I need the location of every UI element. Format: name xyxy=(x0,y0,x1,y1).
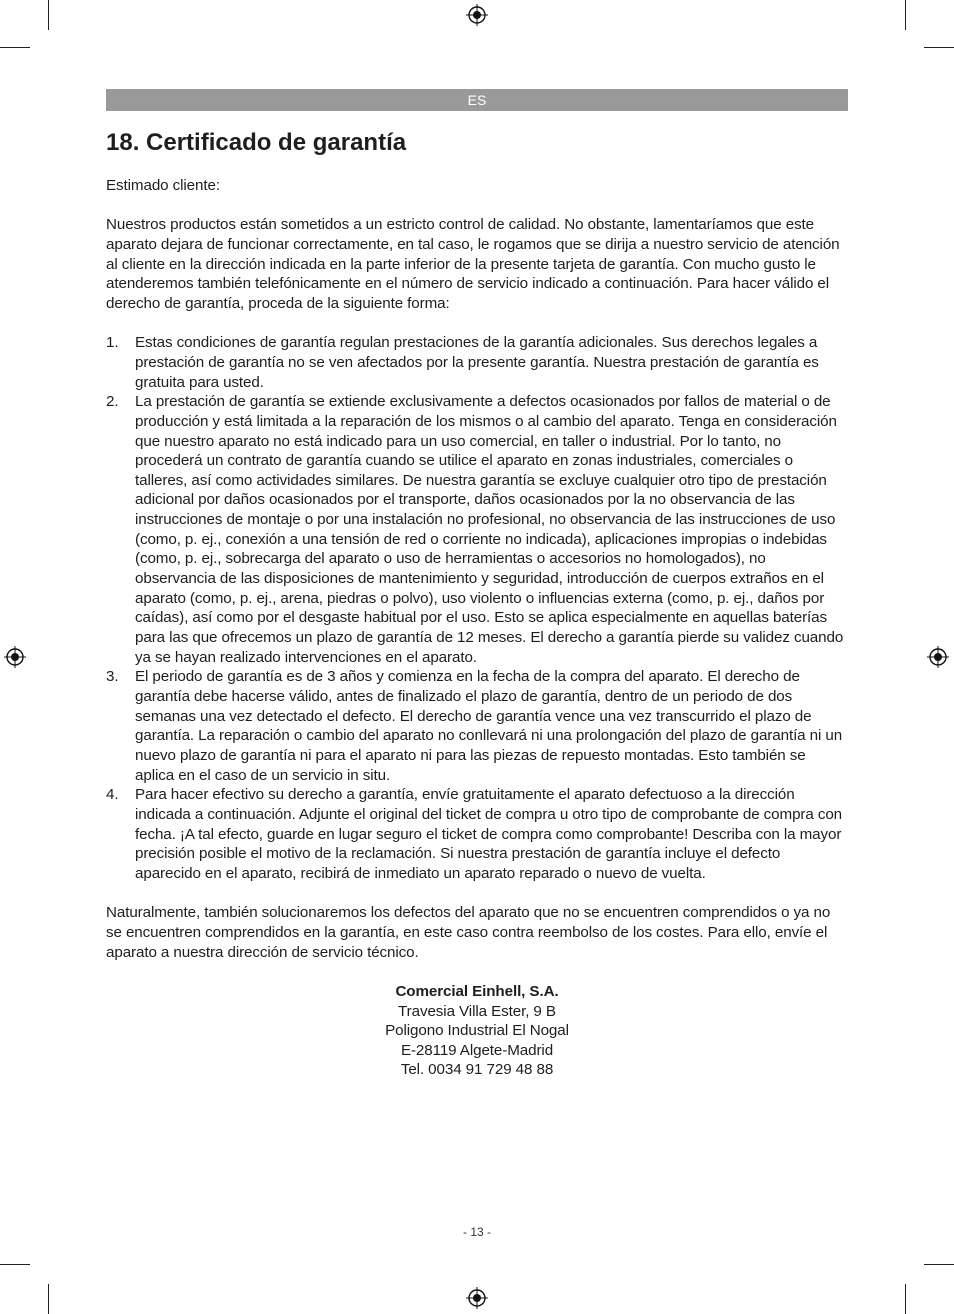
spacer xyxy=(106,196,848,216)
trim-mark xyxy=(48,0,49,30)
trim-mark xyxy=(905,0,906,30)
list-item xyxy=(106,333,848,392)
spacer xyxy=(106,884,848,904)
spacer xyxy=(106,314,848,334)
list-number: 2. xyxy=(106,393,119,411)
list-item-text: El periodo de garantía es de 3 años y comienza en la fecha de la compra del aparato. El derecho de garantía debe hacerse válido, antes de finalizado el plazo de garantía, dentro de un periodo de dos semanas una vez detectado el defecto. El derecho de garantía vence una vez transcurrido el plazo de garantía. La reparación o cambio del aparato no conllevará ni una prolongación del plazo de garantía ni un nuevo plazo de garantía ni para el aparato ni para las piezas de repuesto montadas. Esto también se aplica en el caso de un servicio in situ. xyxy=(135,668,843,784)
closing-paragraph: Naturalmente, también solucionaremos los defectos del aparato que no se encuentren comprendidos o ya no se encuentren comprendidos en la garantía, en este caso contra reembolso de los costes. Para ello, envíe el aparato a nuestra dirección de servicio técnico. xyxy=(106,904,831,961)
trim-mark xyxy=(924,1264,954,1265)
list-item xyxy=(106,667,848,785)
address-street: Travesia Villa Ester, 9 B xyxy=(398,1002,556,1020)
language-bar: ES xyxy=(106,89,848,111)
trim-mark xyxy=(0,1264,30,1265)
list-item-text: Estas condiciones de garantía regulan prestaciones de la garantía adicionales. Sus derechos legales a prestación de garantía no se ven afectados por la presente garantía. Nuestra prestación de garantía es gratuita para usted. xyxy=(135,334,819,391)
trim-mark xyxy=(0,47,30,48)
address-city: E-28119 Algete-Madrid xyxy=(400,1041,554,1059)
page-title: 18. Certificado de garantía xyxy=(106,129,407,156)
list-item xyxy=(106,785,848,883)
company-name: Comercial Einhell, S.A. xyxy=(395,982,559,1000)
document-body xyxy=(106,176,848,1080)
salutation: Estimado cliente: xyxy=(106,177,220,194)
trim-mark xyxy=(905,1284,906,1314)
address-phone: Tel. 0034 91 729 48 88 xyxy=(400,1061,554,1079)
list-item-text: La prestación de garantía se extiende exclusivamente a defectos ocasionados por fallos de material o de producción y está limitada a la reparación de los mismos o al cambio del aparato. Tenga en consideración que nuestro aparato no está indicado para un uso comercial, en taller o industrial. Por lo tanto, no procederá un contrato de garantía cuando se utilice el aparato en zonas industriales, comerciales o talleres, así como actividades similares. De nuestra garantía se excluye cualquier otro tipo de prestación adicional por daños ocasionados por el transporte, daños ocasionados por la no observancia de las instrucciones de montaje o por una instalación no profesional, no observancia de las instrucciones de uso (como, p. ej., conexión a una tensión de red o corriente no indicada), aplicaciones impropias o indebidas (como, p. ej., sobrecarga del aparato o uso de herramientas o accesorios no homologados), no observancia de las disposiciones de mantenimiento y seguridad, introducción de cuerpos extraños en el aparato (como, p. ej., arena, piedras o polvo), uso violento o influencias externa (como, p. ej., daños por caídas), así como por el desgaste habitual por el uso. Esto se aplica especialmente en aquellas baterías para las que ofrecemos un plazo de garantía de 12 meses. El derecho a garantía pierde su validez cuando ya se hayan realizado intervenciones en el aparato. xyxy=(135,393,844,666)
trim-mark xyxy=(924,47,954,48)
list-number: 1. xyxy=(106,334,119,352)
list-item xyxy=(106,392,848,667)
intro-paragraph: Nuestros productos están sometidos a un estricto control de calidad. No obstante, lamentaríamos que este aparato dejara de funcionar correctamente, en tal caso, le rogamos que se dirija a nuestro servicio de atención al cliente en la dirección indicada en la parte inferior de la presente tarjeta de garantía. Con mucho gusto le atenderemos también telefónicamente en el número de servicio indicado a continuación. Para hacer válido el derecho de garantía, proceda de la siguiente forma: xyxy=(106,216,840,312)
spacer xyxy=(106,962,848,982)
registration-mark-icon xyxy=(466,1287,488,1309)
list-number: 3. xyxy=(106,668,119,686)
registration-mark-icon xyxy=(927,646,949,668)
service-address xyxy=(106,982,848,1080)
registration-mark-icon xyxy=(466,4,488,26)
registration-mark-icon xyxy=(4,646,26,668)
trim-mark xyxy=(48,1284,49,1314)
page-number: - 13 - xyxy=(462,1225,491,1239)
list-item-text: Para hacer efectivo su derecho a garantía, envíe gratuitamente el aparato defectuoso a la dirección indicada a continuación. Adjunte el original del ticket de compra u otro tipo de comprobante de compra con fecha. ¡A tal efecto, guarde en lugar seguro el ticket de compra como comprobante! Describa con la mayor precisión posible el motivo de la reclamación. Si nuestra prestación de garantía incluye el defecto aparecido en el aparato, recibirá de inmediato un aparato reparado o nuevo de vuelta. xyxy=(135,786,843,882)
address-area: Poligono Industrial El Nogal xyxy=(385,1022,569,1040)
list-number: 4. xyxy=(106,786,119,804)
